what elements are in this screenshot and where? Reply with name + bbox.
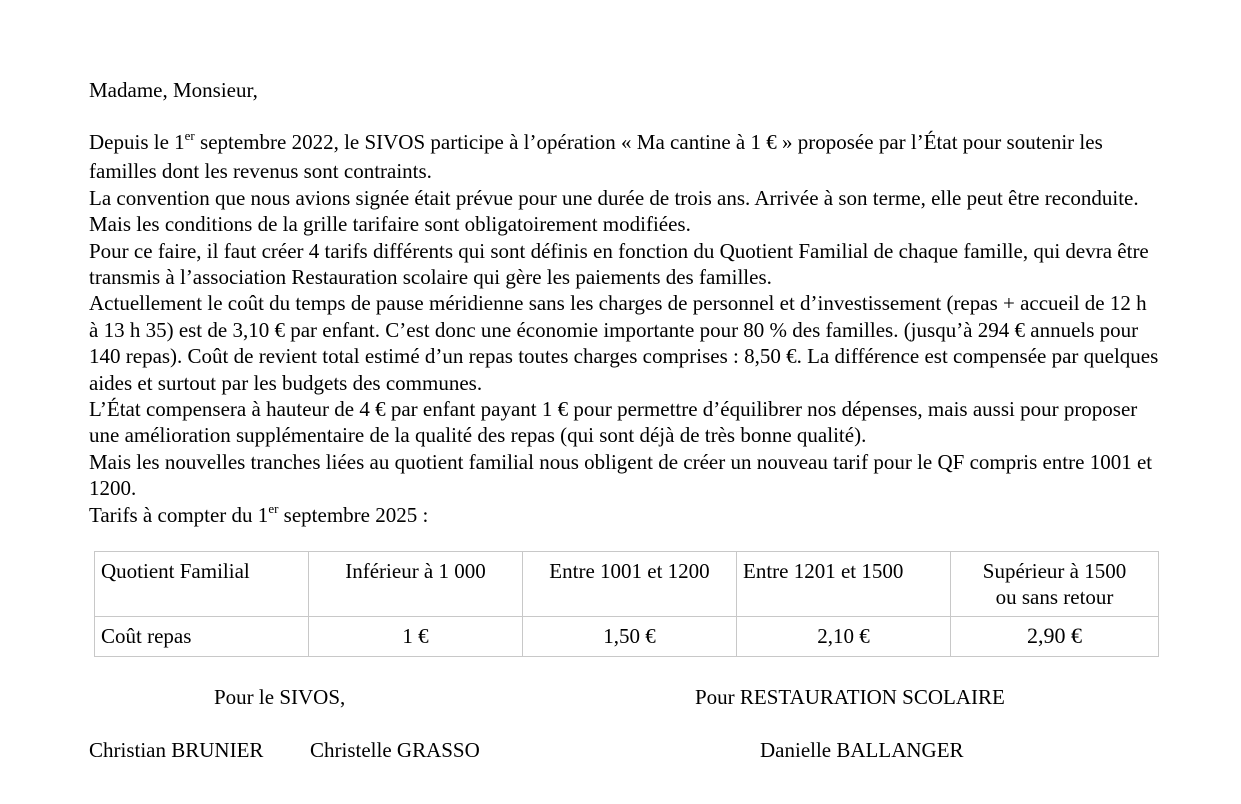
- signatory-name-2: Christelle GRASSO: [310, 738, 480, 762]
- signatory-name-3: Danielle BALLANGER: [760, 738, 964, 762]
- paragraph-7: [89, 502, 1159, 531]
- paragraph-7-end: septembre 2025 :: [278, 502, 429, 527]
- header-entre-1001-1200: Entre 1001 et 1200: [523, 552, 737, 617]
- table-row: [95, 617, 1159, 657]
- paragraph-5: L’État compensera à hauteur de 4 € par enfant payant 1 € pour permettre d’équilibrer nos dépenses, mais aussi pour proposer une amélioration supplémentaire de la qualité des repas (qui sont déjà de très bonne qualité).: [89, 397, 1138, 448]
- price-tier-3: 2,10 €: [737, 617, 951, 657]
- row-label-cout-repas: Coût repas: [95, 617, 309, 657]
- letter-body: [89, 77, 1159, 531]
- header-quotient-familial: Quotient Familial: [95, 552, 309, 617]
- paragraph-7-start: Tarifs à compter du 1: [89, 502, 269, 527]
- paragraph-1-end: septembre 2022, le SIVOS participe à l’opération « Ma cantine à 1 € » proposée par l’État pour soutenir les familles dont les revenus sont contraints.: [89, 130, 1103, 184]
- price-tier-2: 1,50 €: [523, 617, 737, 657]
- header-superieur-1500: [951, 552, 1159, 617]
- paragraph-1: [89, 129, 1159, 185]
- letter-paragraphs: [89, 129, 1159, 531]
- restauration-signature-label: Pour RESTAURATION SCOLAIRE: [695, 685, 1005, 709]
- paragraph-1-start: Depuis le 1: [89, 130, 185, 154]
- header-superieur-1500-line2: ou sans retour: [995, 585, 1114, 609]
- table-header-row: [95, 552, 1159, 617]
- header-entre-1201-1500: Entre 1201 et 1500: [737, 552, 951, 617]
- paragraph-3: Pour ce faire, il faut créer 4 tarifs différents qui sont définis en fonction du Quotient Familial de chaque famille, qui devra être transmis à l’association Restauration scolaire qui gère les paiements des familles.: [89, 238, 1149, 290]
- tariff-table: [94, 551, 1159, 657]
- signatory-name-1: Christian BRUNIER: [89, 738, 264, 762]
- paragraph-6: Mais les nouvelles tranches liées au quotient familial nous obligent de créer un nouveau tarif pour le QF compris entre 1001 et 1200.: [89, 449, 1153, 501]
- superscript-er: er: [268, 500, 279, 516]
- header-inferieur-1000: Inférieur à 1 000: [309, 552, 523, 617]
- sivos-signature-label: Pour le SIVOS,: [214, 685, 346, 709]
- price-tier-1: 1 €: [309, 617, 523, 657]
- superscript-er: er: [184, 128, 195, 143]
- header-superieur-1500-line1: Supérieur à 1500: [982, 559, 1127, 583]
- salutation: Madame, Monsieur,: [89, 78, 258, 102]
- paragraph-2: La convention que nous avions signée était prévue pour une durée de trois ans. Arrivée à son terme, elle peut être reconduite. Mais les conditions de la grille tarifaire sont obligatoirement modifiées.: [89, 185, 1139, 237]
- paragraph-4: Actuellement le coût du temps de pause méridienne sans les charges de personnel et d’investissement (repas + accueil de 12 h à 13 h 35) est de 3,10 € par enfant. C’est donc une économie importante pour 80 % des familles. (jusqu’à 294 € annuels pour 140 repas). Coût de revient total estimé d’un repas toutes charges comprises : 8,50 €. La différence est compensée par quelques aides et surtout par les budgets des communes.: [89, 291, 1159, 395]
- price-tier-4: 2,90 €: [951, 617, 1159, 657]
